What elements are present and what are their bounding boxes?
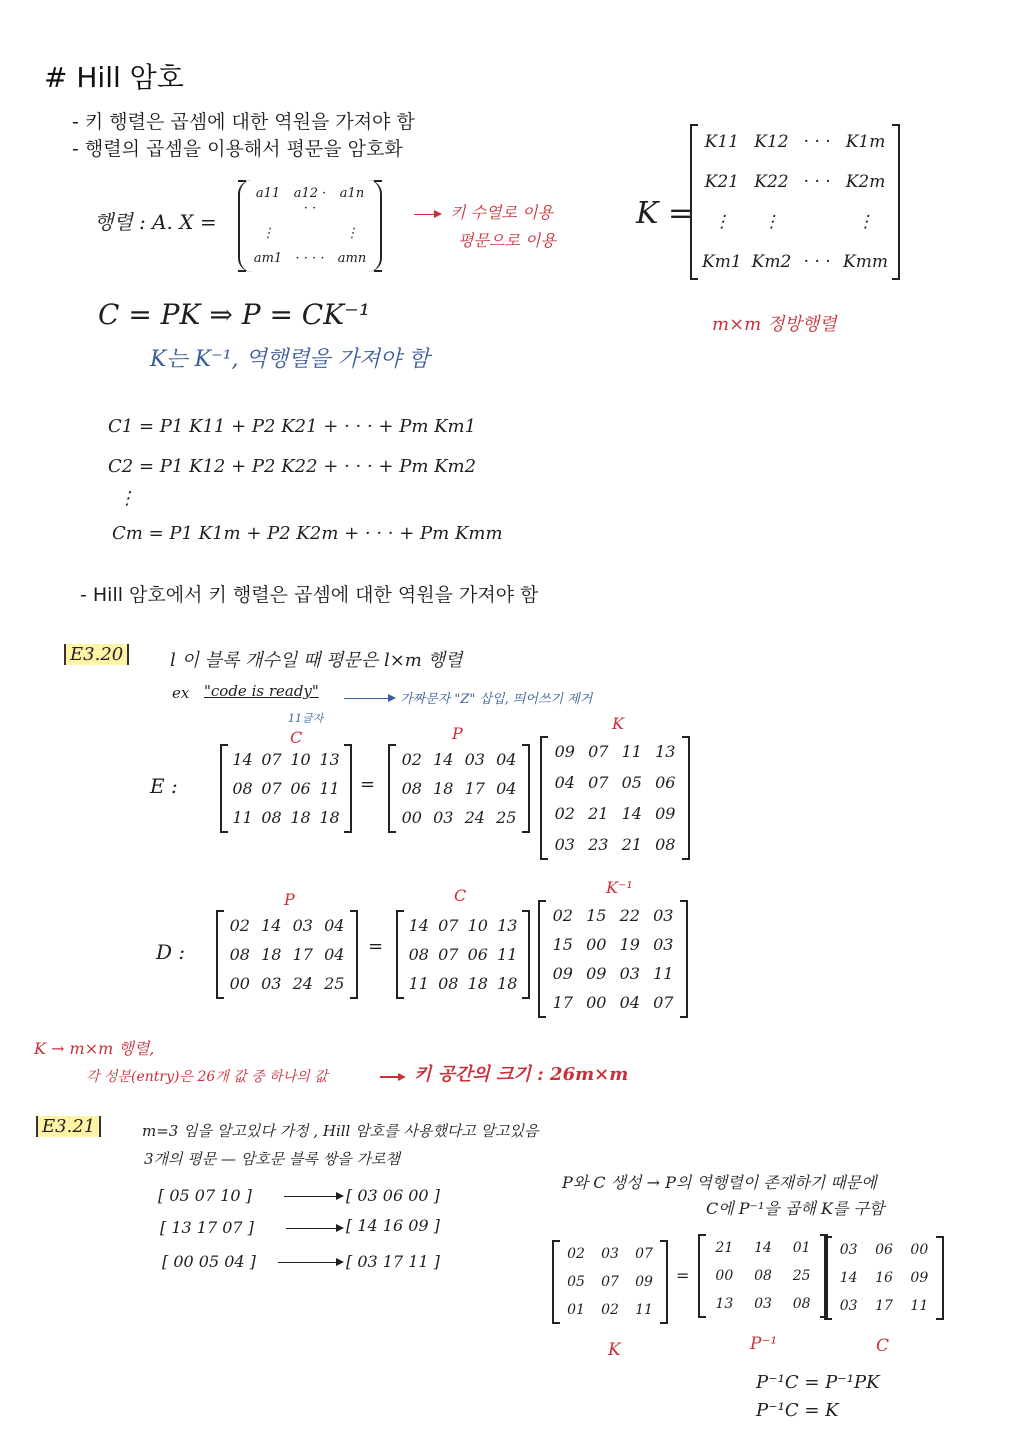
e321-k-cell: 09	[635, 1274, 653, 1290]
e320-p-cell: 00	[401, 808, 422, 827]
e321-k-cell: 05	[567, 1274, 585, 1290]
e320-c-cell: 18	[290, 808, 311, 827]
equation-2: C2 = P1 K12 + P2 K22 + · · · + Pm Km2	[108, 456, 477, 477]
k-cell: K21	[704, 172, 739, 192]
e321-label-pinv: P⁻¹	[750, 1334, 778, 1354]
e321-pair-1-arrow	[284, 1196, 342, 1197]
e320-kinv-cell: 03	[619, 964, 640, 983]
matrix-note-2: 평문으로 이용	[458, 231, 556, 250]
e320-d-p-cell: 14	[261, 916, 282, 935]
e321-c-cell: 00	[910, 1242, 929, 1258]
e320-k-cell: 07	[588, 773, 609, 792]
e321-k-cell: 02	[567, 1246, 585, 1262]
e320-kinv-cell: 15	[552, 935, 573, 954]
k-matrix-caption: m×m 정방행렬	[712, 314, 837, 335]
e320-kinv-cell: 03	[653, 935, 674, 954]
formula-note: K는 K⁻¹, 역행렬을 가져야 함	[150, 347, 430, 372]
e321-pinv-cell: 13	[715, 1296, 734, 1312]
e320-p-cell: 08	[401, 779, 422, 798]
matrix-a-cell: a12 · · ·	[293, 186, 327, 216]
e320-d-equals: =	[368, 936, 384, 957]
k-matrix-label: K =	[636, 196, 694, 231]
matrix-a-cell: amn	[337, 251, 367, 266]
e321-pair-3-c: [ 03 17 11 ]	[346, 1252, 440, 1271]
e320-d-p-matrix	[216, 910, 358, 999]
e320-equals: =	[360, 774, 376, 795]
e321-c-cell: 14	[839, 1270, 858, 1286]
e320-ex-text: "code is ready"	[204, 682, 319, 700]
e320-d-label: D :	[156, 940, 186, 964]
e320-p-cell: 03	[433, 808, 454, 827]
e320-p-cell: 18	[433, 779, 454, 798]
k-matrix	[690, 124, 900, 280]
k-cell: · · ·	[803, 172, 831, 192]
e320-k-cell: 21	[621, 835, 642, 854]
e320-d-p-cell: 18	[261, 945, 282, 964]
e320-p-matrix	[388, 744, 530, 833]
e321-c-matrix	[824, 1236, 944, 1320]
e321-k-cell: 07	[635, 1246, 653, 1262]
matrix-a-cell	[292, 226, 328, 241]
e320-p-cell: 17	[464, 779, 485, 798]
k-cell: ⋮	[713, 212, 731, 232]
e320-c-cell: 13	[319, 750, 340, 769]
e320-ex-arrow	[344, 698, 394, 699]
matrix-note-arrow	[414, 214, 440, 215]
e321-k-cell: 01	[567, 1302, 585, 1318]
e320-kinv-cell: 07	[653, 993, 674, 1012]
matrix-a-cell: · · · ·	[295, 251, 325, 266]
k-cell: Km2	[751, 252, 792, 272]
e320-kinv-cell: 09	[586, 964, 607, 983]
e321-pair-3-arrow	[278, 1262, 342, 1263]
e321-k-cell: 03	[601, 1246, 619, 1262]
e320-d-label-c: C	[454, 886, 467, 905]
keyspace-result: 키 공간의 크기 : 26m×m	[414, 1064, 629, 1085]
e320-desc: l 이 블록 개수일 때 평문은 l×m 행렬	[170, 650, 463, 671]
e320-k-cell: 03	[554, 835, 575, 854]
e321-c-cell: 17	[875, 1298, 893, 1314]
e320-c-cell: 18	[319, 808, 340, 827]
e321-pair-3-p: [ 00 05 04 ]	[162, 1252, 256, 1271]
e320-c-cell: 14	[232, 750, 253, 769]
e320-d-p-cell: 17	[292, 945, 313, 964]
e320-d-p-cell: 04	[324, 916, 345, 935]
e320-d-c-cell: 10	[467, 916, 488, 935]
e320-d-p-cell: 00	[229, 974, 250, 993]
keyspace-line-2: 각 성분(entry)은 26개 값 중 하나의 값	[86, 1069, 328, 1085]
e321-c-cell: 09	[910, 1270, 929, 1286]
e320-d-c-cell: 14	[408, 916, 429, 935]
e321-line-1: m=3 임을 알고있다 가정 , Hill 암호를 사용했다고 알고있음	[142, 1122, 539, 1140]
e320-k-cell: 11	[621, 742, 642, 761]
e320-k-cell: 14	[621, 804, 642, 823]
e320-k-cell: 05	[621, 773, 642, 792]
e320-p-cell: 14	[433, 750, 454, 769]
e321-pinv-cell: 08	[792, 1296, 811, 1312]
e321-equals: =	[676, 1266, 690, 1285]
e320-kinv-cell: 09	[552, 964, 573, 983]
bullet-3: - Hill 암호에서 키 행렬은 곱셈에 대한 역원을 가져야 함	[80, 584, 539, 606]
e320-d-c-cell: 18	[467, 974, 488, 993]
e320-p-cell: 04	[496, 779, 517, 798]
e321-eq-1: P⁻¹C = P⁻¹PK	[756, 1372, 880, 1393]
matrix-note-1: 키 수열로 이용	[450, 203, 553, 222]
e320-d-label-p: P	[284, 890, 295, 909]
k-cell	[801, 212, 833, 232]
matrix-a-cell: a1n	[339, 186, 365, 201]
page-title: # Hill 암호	[44, 61, 184, 94]
e320-c-matrix	[220, 744, 352, 833]
e320-kinv-matrix	[538, 900, 688, 1018]
e320-d-p-cell: 24	[292, 974, 313, 993]
e321-c-cell: 03	[839, 1298, 858, 1314]
e321-eq-2: P⁻¹C = K	[756, 1400, 839, 1421]
keyspace-arrow	[380, 1076, 404, 1078]
e321-line-2: 3개의 평문 — 암호문 블록 쌍을 가로챔	[144, 1150, 401, 1168]
k-cell: K2m	[845, 172, 886, 192]
e320-label-k: K	[612, 714, 624, 733]
e320-k-cell: 13	[655, 742, 676, 761]
e321-pinv-cell: 08	[754, 1268, 772, 1284]
e320-p-cell: 03	[464, 750, 485, 769]
e321-pinv-cell: 14	[754, 1240, 772, 1256]
e320-c-cell: 08	[232, 779, 253, 798]
k-cell: K22	[754, 172, 789, 192]
e320-d-label-kinv: K⁻¹	[606, 878, 633, 897]
e320-p-cell: 02	[401, 750, 422, 769]
equation-dots: ⋮	[118, 488, 136, 509]
e320-k-matrix	[540, 736, 690, 860]
e320-ex-sub: 11글자	[288, 712, 324, 725]
e320-label-c: C	[290, 728, 303, 747]
k-cell: Km1	[702, 252, 742, 272]
e320-k-cell: 09	[655, 804, 676, 823]
main-formula: C = PK ⇒ P = CK⁻¹	[98, 298, 371, 331]
e320-k-cell: 06	[655, 773, 676, 792]
k-cell: · · ·	[803, 132, 831, 152]
e320-kinv-cell: 15	[586, 906, 607, 925]
e320-kinv-cell: 19	[619, 935, 640, 954]
e321-pair-1-p: [ 05 07 10 ]	[158, 1186, 252, 1205]
e320-k-cell: 08	[655, 835, 676, 854]
e320-c-cell: 06	[290, 779, 311, 798]
e320-c-cell: 11	[232, 808, 253, 827]
e321-pinv-cell: 25	[792, 1268, 811, 1284]
e320-k-cell: 23	[588, 835, 609, 854]
e320-d-p-cell: 03	[261, 974, 282, 993]
e320-ex-note: 가짜문자 "Z" 삽입, 띄어쓰기 제거	[400, 692, 593, 707]
k-cell: ⋮	[857, 212, 875, 232]
e321-label-c: C	[876, 1336, 890, 1356]
e320-c-cell: 10	[290, 750, 311, 769]
e320-d-c-cell: 08	[408, 945, 429, 964]
e320-k-cell: 21	[588, 804, 609, 823]
bullet-1: - 키 행렬은 곱셈에 대한 역원을 가져야 함	[72, 111, 415, 133]
e320-kinv-cell: 17	[552, 993, 573, 1012]
e321-c-cell: 06	[875, 1242, 893, 1258]
e320-c-cell: 08	[261, 808, 282, 827]
e320-d-p-cell: 03	[292, 916, 313, 935]
e320-d-p-cell: 04	[324, 945, 345, 964]
matrix-a-cell: ⋮	[261, 226, 275, 241]
e321-c-cell: 16	[875, 1270, 893, 1286]
e321-c-cell: 11	[910, 1298, 929, 1314]
e321-pinv-cell: 00	[715, 1268, 734, 1284]
e321-pinv-cell: 21	[715, 1240, 734, 1256]
e320-d-p-cell: 08	[229, 945, 250, 964]
e321-k-cell: 02	[601, 1302, 619, 1318]
matrix-def-label: 행렬 : A. X =	[94, 210, 217, 234]
e320-c-cell: 07	[261, 750, 282, 769]
e320-d-c-matrix	[396, 910, 530, 999]
keyspace-line-1: K → m×m 행렬,	[34, 1039, 155, 1058]
e321-pair-2-c: [ 14 16 09 ]	[346, 1216, 440, 1235]
e321-pair-2-arrow	[286, 1228, 342, 1229]
e320-d-p-cell: 02	[229, 916, 250, 935]
e320-tag: E3.20	[64, 644, 129, 665]
e320-kinv-cell: 04	[619, 993, 640, 1012]
e321-tag: E3.21	[36, 1116, 101, 1137]
e320-p-cell: 25	[496, 808, 517, 827]
k-cell: Kmm	[843, 252, 888, 272]
e321-pair-2-p: [ 13 17 07 ]	[160, 1218, 254, 1237]
matrix-a-cell: ⋮	[345, 226, 359, 241]
equation-m: Cm = P1 K1m + P2 K2m + · · · + Pm Kmm	[112, 523, 503, 544]
e321-note-1: P와 C 생성 → P의 역행렬이 존재하기 때문에	[562, 1173, 877, 1192]
e320-d-c-cell: 13	[497, 916, 518, 935]
e320-kinv-cell: 00	[586, 935, 607, 954]
e320-kinv-cell: 03	[653, 906, 674, 925]
e320-d-c-cell: 06	[467, 945, 488, 964]
e320-kinv-cell: 02	[552, 906, 573, 925]
e320-d-c-cell: 11	[408, 974, 429, 993]
e320-e-label: E :	[150, 774, 178, 798]
e320-label-p: P	[452, 724, 463, 743]
e321-c-cell: 03	[839, 1242, 858, 1258]
e321-pinv-cell: 03	[754, 1296, 772, 1312]
k-cell: K1m	[845, 132, 886, 152]
e320-d-c-cell: 18	[497, 974, 518, 993]
e320-d-c-cell: 07	[438, 916, 459, 935]
equation-1: C1 = P1 K11 + P2 K21 + · · · + Pm Km1	[108, 416, 477, 437]
e321-k-cell: 11	[635, 1302, 653, 1318]
e320-kinv-cell: 00	[586, 993, 607, 1012]
e320-ex-label: ex	[172, 684, 190, 702]
e320-k-cell: 02	[554, 804, 575, 823]
e320-d-p-cell: 25	[324, 974, 345, 993]
e321-pinv-cell: 01	[792, 1240, 811, 1256]
matrix-a-cell: a11	[255, 186, 281, 201]
matrix-a	[238, 180, 382, 272]
e320-p-cell: 24	[464, 808, 485, 827]
e320-d-c-cell: 07	[438, 945, 459, 964]
e320-p-cell: 04	[496, 750, 517, 769]
e321-note-2: C에 P⁻¹을 곱해 K를 구함	[706, 1199, 885, 1218]
e321-pinv-matrix	[698, 1234, 828, 1318]
e321-label-k: K	[608, 1340, 621, 1360]
e321-pair-1-c: [ 03 06 00 ]	[346, 1186, 440, 1205]
e320-c-cell: 11	[319, 779, 340, 798]
matrix-a-cell: am1	[253, 251, 283, 266]
k-cell: · · ·	[803, 252, 831, 272]
e320-d-c-cell: 11	[497, 945, 518, 964]
e320-kinv-cell: 22	[619, 906, 640, 925]
e320-kinv-cell: 11	[653, 964, 674, 983]
e321-k-cell: 07	[601, 1274, 619, 1290]
e320-k-cell: 04	[554, 773, 575, 792]
k-cell: ⋮	[762, 212, 780, 232]
e321-k-matrix	[552, 1240, 668, 1324]
e320-k-cell: 09	[554, 742, 575, 761]
k-cell: K12	[754, 132, 789, 152]
e320-k-cell: 07	[588, 742, 609, 761]
e320-c-cell: 07	[261, 779, 282, 798]
bullet-2: - 행렬의 곱셈을 이용해서 평문을 암호화	[72, 138, 403, 160]
k-cell: K11	[704, 132, 739, 152]
e320-d-c-cell: 08	[438, 974, 459, 993]
